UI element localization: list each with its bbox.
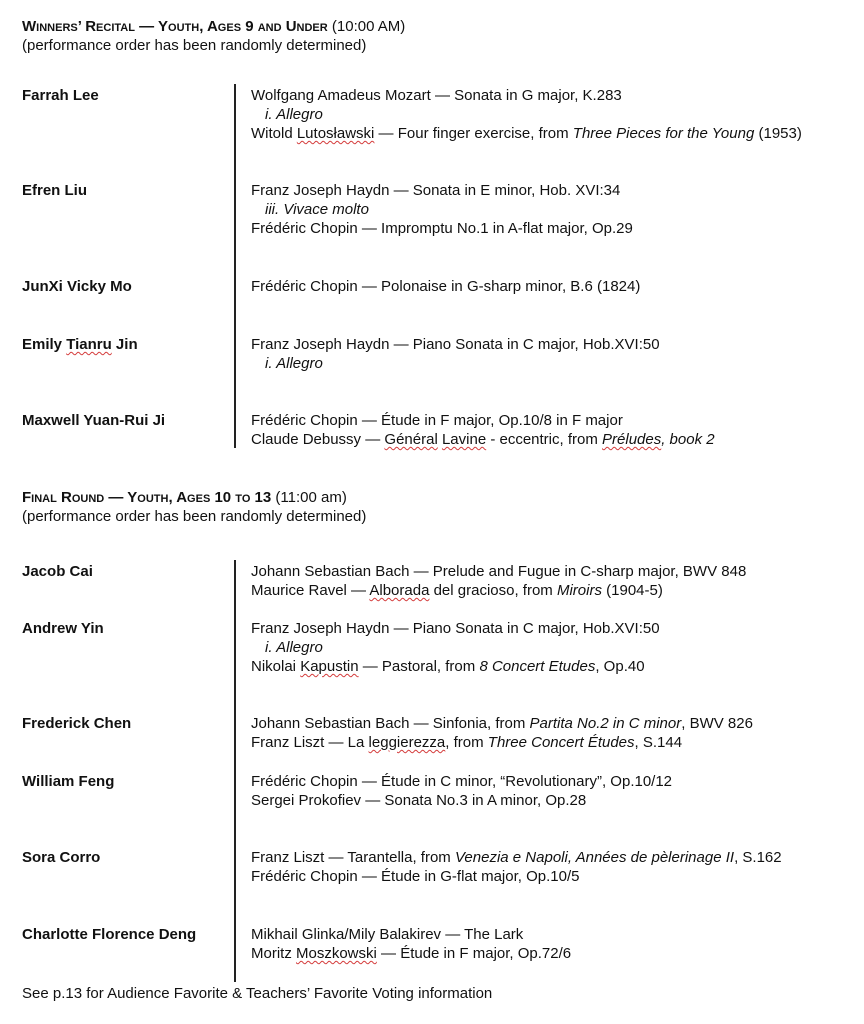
piece-text: , BWV 826	[681, 715, 753, 732]
movement-line	[251, 105, 851, 124]
piece-text: Frédéric Chopin — Polonaise in G-sharp minor, B.6 (1824)	[251, 278, 641, 295]
piece-line	[251, 848, 851, 867]
piece-text: 8 Concert Etudes	[479, 658, 596, 675]
performer-name-part: Jin	[111, 336, 138, 353]
piece-text: Frédéric Chopin — Étude in F major, Op.10/8 in F major	[251, 412, 623, 429]
piece-text: — Étude in F major, Op.72/6	[376, 945, 572, 962]
performer-name: Sora Corro	[22, 849, 101, 866]
piece-line	[251, 277, 851, 296]
spellcheck-flagged-word: Lutosławski	[296, 125, 375, 142]
piece-text: — Four finger exercise, from	[374, 125, 573, 142]
section-2-note: (performance order has been randomly determined)	[22, 508, 367, 525]
spellcheck-flagged-word: Préludes	[602, 431, 662, 448]
piece-text: Frédéric Chopin — Impromptu No.1 in A-flat major, Op.29	[251, 220, 633, 237]
piece-text: - eccentric, from	[486, 431, 603, 448]
piece-text: Franz Liszt — La	[251, 734, 369, 751]
spellcheck-flagged-word: Lavine	[441, 431, 487, 448]
piece-line	[251, 944, 851, 963]
repertoire-list	[251, 619, 851, 676]
spellcheck-flagged-word: Général	[384, 431, 438, 448]
repertoire-list	[251, 86, 851, 143]
piece-text: Frédéric Chopin — Étude in C minor, “Revolutionary”, Op.10/12	[251, 773, 673, 790]
section-1-header	[22, 17, 405, 36]
piece-text: Wolfgang Amadeus Mozart — Sonata in G major, K.283	[251, 87, 622, 104]
piece-line	[251, 335, 851, 354]
performer-name: Maxwell Yuan-Rui Ji	[22, 412, 166, 429]
performer-name: Andrew Yin	[22, 620, 104, 637]
piece-line	[251, 124, 851, 143]
piece-line	[251, 411, 851, 430]
piece-text: del gracioso, from	[429, 582, 557, 599]
piece-text: iii. Vivace molto	[265, 201, 369, 218]
piece-text: , S.144	[634, 734, 683, 751]
piece-text: Witold	[251, 125, 297, 142]
repertoire-list	[251, 411, 851, 449]
piece-text: Venezia e Napoli, Années de pèlerinage II	[454, 849, 735, 866]
spellcheck-flagged-word: leggierezza	[368, 734, 446, 751]
piece-line	[251, 219, 851, 238]
section-1-time: (10:00 AM)	[331, 18, 406, 35]
piece-text: i. Allegro	[265, 106, 323, 123]
piece-text: i. Allegro	[265, 639, 323, 656]
piece-text: Franz Joseph Haydn — Piano Sonata in C major, Hob.XVI:50	[251, 620, 660, 637]
repertoire-list	[251, 335, 851, 373]
piece-line	[251, 772, 851, 791]
performer-name: Charlotte Florence Deng	[22, 926, 197, 943]
spellcheck-flagged-word: Tianru	[66, 336, 112, 353]
section-1-divider	[234, 84, 236, 448]
piece-line	[251, 581, 851, 600]
piece-text: Nikolai	[251, 658, 301, 675]
piece-line	[251, 657, 851, 676]
piece-text: , book 2	[661, 431, 715, 448]
repertoire-list	[251, 714, 851, 752]
piece-text: (1904-5)	[601, 582, 663, 599]
repertoire-list	[251, 181, 851, 238]
section-1-note: (performance order has been randomly determined)	[22, 37, 367, 54]
piece-text: Franz Joseph Haydn — Sonata in E minor, Hob. XVI:34	[251, 182, 621, 199]
movement-line	[251, 638, 851, 657]
piece-text: — Pastoral, from	[358, 658, 480, 675]
piece-text: Franz Joseph Haydn — Piano Sonata in C major, Hob.XVI:50	[251, 336, 660, 353]
piece-line	[251, 733, 851, 752]
piece-text: Claude Debussy —	[251, 431, 385, 448]
piece-text: Johann Sebastian Bach — Sinfonia, from	[251, 715, 530, 732]
section-2-title: Final Round — Youth, Ages 10 to 13	[22, 489, 272, 506]
piece-text: Johann Sebastian Bach — Prelude and Fugue in C-sharp major, BWV 848	[251, 563, 747, 580]
piece-text: , from	[445, 734, 488, 751]
movement-line	[251, 200, 851, 219]
repertoire-list	[251, 848, 851, 886]
repertoire-list	[251, 772, 851, 810]
piece-text: Franz Liszt — Tarantella, from	[251, 849, 455, 866]
piece-line	[251, 714, 851, 733]
piece-line	[251, 562, 851, 581]
performer-name	[22, 335, 227, 354]
piece-line	[251, 430, 851, 449]
piece-line	[251, 181, 851, 200]
piece-text: Three Concert Études	[487, 734, 635, 751]
performer-name: William Feng	[22, 773, 115, 790]
performer-name: Frederick Chen	[22, 715, 132, 732]
section-2-header	[22, 488, 347, 507]
performer-name-part: Emily	[22, 336, 67, 353]
piece-text: i. Allegro	[265, 355, 323, 372]
performer-name: Efren Liu	[22, 182, 88, 199]
piece-line	[251, 791, 851, 810]
piece-text: , S.162	[734, 849, 782, 866]
piece-text: Partita No.2 in C minor	[529, 715, 682, 732]
piece-text: Frédéric Chopin — Étude in G-flat major, Op.10/5	[251, 868, 580, 885]
spellcheck-flagged-word: Moszkowski	[296, 945, 377, 962]
section-2-divider	[234, 560, 236, 982]
footer-note: See p.13 for Audience Favorite & Teachers’ Favorite Voting information	[22, 985, 493, 1002]
piece-text: Sergei Prokofiev — Sonata No.3 in A minor, Op.28	[251, 792, 587, 809]
performer-name: Farrah Lee	[22, 87, 99, 104]
performer-name: JunXi Vicky Mo	[22, 278, 132, 295]
piece-text: (1953)	[754, 125, 802, 142]
section-1-title: Winners’ Recital — Youth, Ages 9 and Under	[22, 18, 328, 35]
spellcheck-flagged-word: Kapustin	[300, 658, 359, 675]
piece-text: Maurice Ravel —	[251, 582, 370, 599]
repertoire-list	[251, 925, 851, 963]
repertoire-list	[251, 562, 851, 600]
piece-text: Miroirs	[556, 582, 602, 599]
movement-line	[251, 354, 851, 373]
repertoire-list	[251, 277, 851, 296]
piece-text: Mikhail Glinka/Mily Balakirev — The Lark	[251, 926, 524, 943]
piece-line	[251, 86, 851, 105]
spellcheck-flagged-word: Alborada	[369, 582, 430, 599]
piece-line	[251, 867, 851, 886]
piece-line	[251, 619, 851, 638]
piece-text: Moritz	[251, 945, 296, 962]
piece-text: , Op.40	[595, 658, 645, 675]
piece-line	[251, 925, 851, 944]
section-2-time: (11:00 am)	[275, 489, 347, 506]
performer-name: Jacob Cai	[22, 563, 93, 580]
piece-text: Three Pieces for the Young	[572, 125, 755, 142]
